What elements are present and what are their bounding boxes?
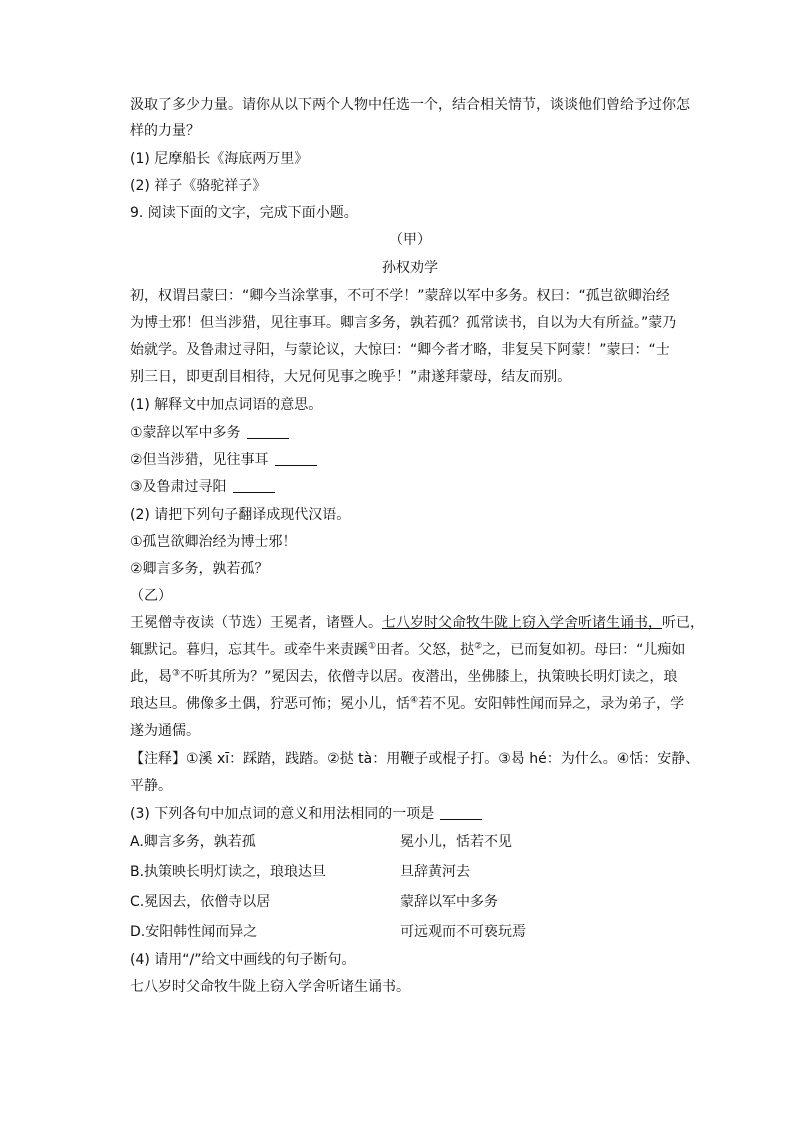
fill-item-text: ①蒙辞以军中多务 [130, 425, 241, 441]
text-line: 样的力量？ [130, 123, 200, 139]
option-item: (1) 尼摩船长《海底两万里》 [130, 151, 309, 167]
translate-item: ②卿言多务，孰若孤？ [130, 561, 269, 577]
option-right: 可远观而不可亵玩焉 [400, 924, 526, 940]
passage-line [130, 691, 690, 717]
option-right: 蒙辞以军中多务 [400, 894, 498, 910]
answer-blank[interactable] [233, 478, 275, 493]
option-left: D.安阳韩性闻而异之 [130, 924, 258, 940]
sentence-to-split: 七八岁时父命牧牛陇上窃入学舍听诸生诵书。 [130, 979, 410, 995]
option-right: 旦辞黄河去 [400, 864, 470, 880]
fill-item [130, 447, 690, 473]
question-heading: 9. 阅读下面的文字，完成下面小题。 [130, 205, 358, 221]
choice-option-c[interactable] [130, 889, 690, 915]
annotation-line: 【注释】①溪 xī：踩踏，践踏。②挞 tà：用鞭子或棍子打。③曷 hé：为什么。④恬：安静、 [130, 751, 700, 767]
subquestion [130, 801, 690, 827]
subquestion-text: (3) 下列各句中加点词的意义和用法相同的一项是 [130, 806, 435, 822]
subquestion: (2) 请把下列句子翻译成现代汉语。 [130, 507, 351, 523]
answer-blank[interactable] [440, 805, 482, 820]
passage-line: 为博士邪！但当涉猎，见往事耳。卿言多务，孰若孤？孤常读书，自以为大有所益。”蒙乃 [130, 315, 677, 331]
answer-blank[interactable] [275, 451, 317, 466]
fill-item-text: ③及鲁肃过寻阳 [130, 479, 227, 495]
passage-line [130, 610, 704, 636]
underlined-sentence: 七八岁时父命牧牛陇上窃入学舍听诸生诵书， [382, 615, 662, 631]
choice-option-a[interactable] [130, 829, 690, 855]
footnote-marker: ④ [410, 695, 419, 706]
footnote-marker: ③ [172, 668, 181, 679]
answer-blank[interactable] [247, 424, 289, 439]
footnote-marker: ② [474, 641, 483, 652]
option-right: 冕小儿，恬若不见 [400, 834, 512, 850]
subquestion: (1) 解释文中加点词语的意思。 [130, 397, 323, 413]
footnote-marker: ① [368, 641, 377, 652]
section-label: （乙） [130, 588, 172, 604]
fill-item-text: ②但当涉猎，见往事耳 [130, 452, 269, 468]
annotation-line: 平静。 [130, 778, 172, 794]
passage-line [130, 637, 690, 663]
passage-text: 此，曷 [130, 669, 172, 685]
translate-item: ①孤岂欲卿治经为博士邪！ [130, 534, 297, 550]
choice-option-b[interactable] [130, 859, 690, 885]
passage-text: 田者。父怒，挞 [376, 642, 475, 658]
option-left: A.卿言多务，孰若孤 [130, 834, 256, 850]
passage-text: 听已， [662, 615, 704, 631]
passage-text: 之，已而复如初。母曰：“儿痴如 [482, 642, 686, 658]
passage-text: 琅达旦。佛像多土偶，狞恶可怖；冕小儿，恬 [130, 696, 410, 712]
fill-item [130, 474, 690, 500]
option-left: B.执策映长明灯读之，琅琅达旦 [130, 864, 327, 880]
passage-text: 辄默记。暮归，忘其牛。或牵牛来责蹊 [130, 642, 368, 658]
option-left: C.冕因去，依僧寺以居 [130, 894, 271, 910]
passage-line: 遂为通儒。 [130, 723, 200, 739]
passage-line: 始就学。及鲁肃过寻阳，与蒙论议，大惊曰：“卿今者才略，非复吴下阿蒙！”蒙曰：“士 [130, 342, 670, 358]
section-label: （甲） [389, 232, 431, 248]
passage-text: 不听其所为？”冕因去，依僧寺以居。夜潜出，坐佛膝上，执策映长明灯读之，琅 [180, 669, 678, 685]
option-item: (2) 祥子《骆驼祥子》 [130, 178, 267, 194]
passage-line: 初，权谓吕蒙曰：“卿今当涂掌事，不可不学！”蒙辞以军中多务。权曰：“孤岂欲卿治经 [130, 288, 670, 304]
subquestion: (4) 请用“/”给文中画线的句子断句。 [130, 952, 356, 968]
choice-option-d[interactable] [130, 919, 690, 945]
passage-line [130, 664, 690, 690]
passage-text: 若不见。安阳韩性闻而异之，录为弟子，学 [418, 696, 685, 712]
passage-text: 王冕僧寺夜读（节选）王冕者，诸暨人。 [130, 615, 382, 631]
fill-item [130, 420, 690, 446]
text-line: 汲取了多少力量。请你从以下两个人物中任选一个，结合相关情节，谈谈他们曾给予过你怎 [130, 97, 690, 113]
passage-title: 孙权劝学 [382, 260, 438, 276]
passage-line: 别三日，即更刮目相待，大兄何见事之晚乎！”肃遂拜蒙母，结友而别。 [130, 369, 572, 385]
